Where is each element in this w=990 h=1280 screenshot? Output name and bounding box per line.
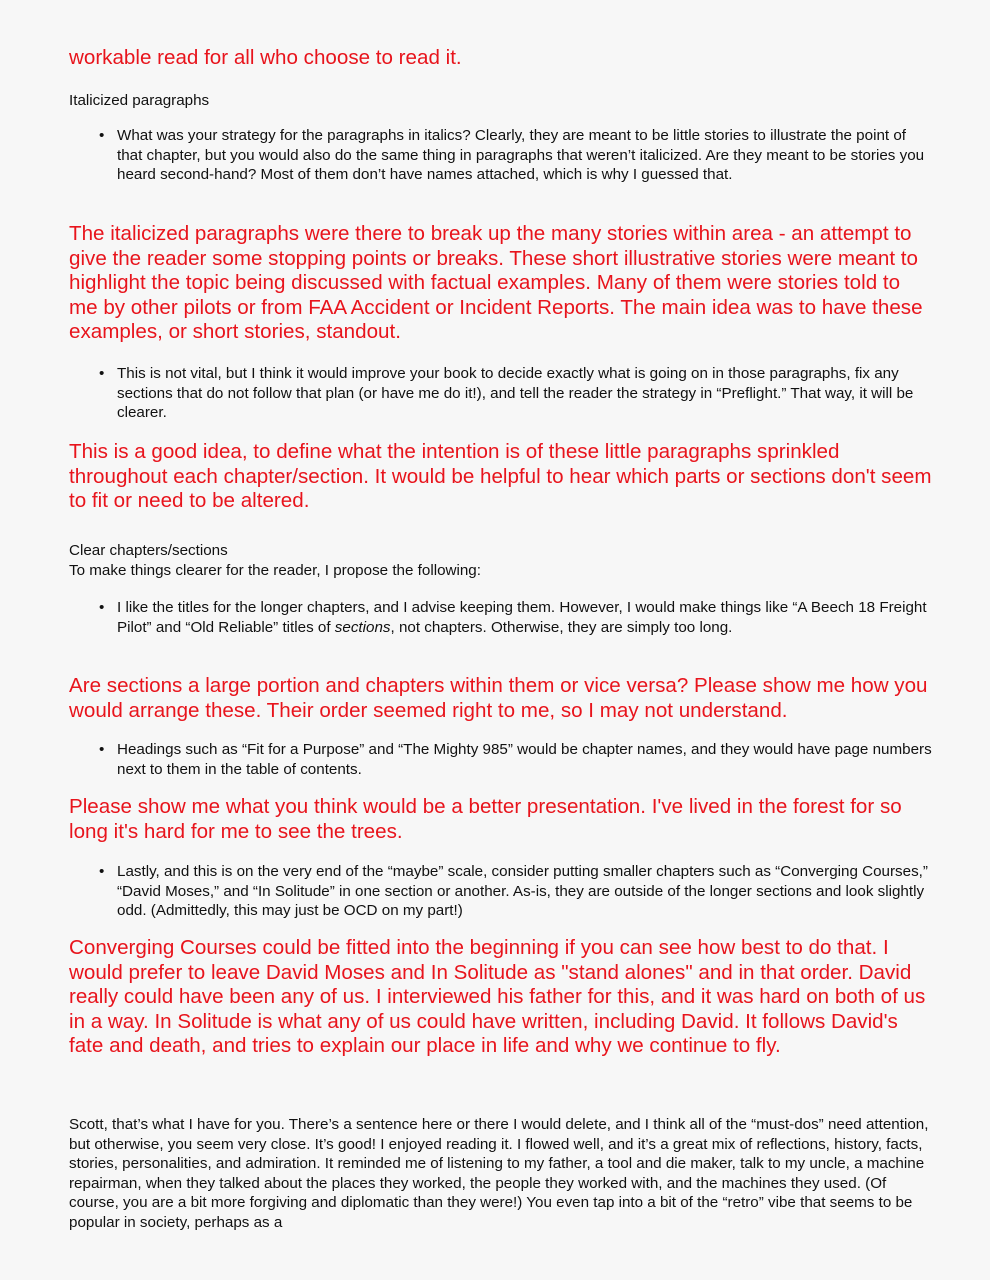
section-heading-clear: Clear chapters/sections (69, 542, 228, 559)
comment-text: This is not vital, but I think it would improve your book to decide exactly what is going on in those paragraphs, fix any sections that do not follow that plan (or have me do it!), and tell the reader the strategy in “Preflight.” That way, it will be clearer. (117, 365, 914, 421)
comment-text: What was your strategy for the paragraphs in italics? Clearly, they are meant to be little stories to illustrate the point of that chapter, but you would also do the same thing in paragraphs that weren’t italicized. Are they meant to be stories you heard second-hand? Most of them don’t have names attached, which is why I guessed that. (117, 127, 925, 183)
bullet-icon: • (99, 599, 105, 616)
comment-bullet-2 (69, 364, 934, 423)
reply-text-5: Converging Courses could be fitted into the beginning if you can see how best to do that. I would prefer to leave David Moses and In Solitude as "stand alones" and in that order. David really could have been any of us. I interviewed his father for this, and it was hard on both of us in a way. In Solitude is what any of us could have written, including David. It follows David's fate and death, and tries to explain our place in life and why we continue to fly. (69, 936, 926, 1058)
closing-paragraph: Scott, that’s what I have for you. There’s a sentence here or there I would delete, and I think all of the “must-dos” need attention, but otherwise, you seem very close. It’s good! I enjoyed reading it. I flowed well, and it’s a great mix of reflections, history, facts, stories, personalities, and admiration. It reminded me of listening to my father, a tool and die maker, talk to my uncle, a machine repairman, when they talked about the places they worked, the people they worked with, and the machines they used. (Of course, you are a bit more forgiving and diplomatic than they were!) You even tap into a bit of the “retro” vibe that seems to be popular in society, perhaps as a (69, 1116, 929, 1231)
section-intro-clear: To make things clearer for the reader, I propose the following: (69, 562, 481, 579)
bullet-icon: • (99, 127, 105, 144)
reply-text-2: This is a good idea, to define what the intention is of these little paragraphs sprinkled throughout each chapter/section. It would be helpful to hear which parts or sections don't seem to fit or need to be altered. (69, 440, 932, 513)
comment-bullet-3 (69, 598, 934, 637)
comment-text: Lastly, and this is on the very end of the “maybe” scale, consider putting smaller chapters such as “Converging Courses,” “David Moses,” and “In Solitude” in one section or another. As-is, they are outside of the longer sections and look slightly odd. (Admittedly, this may just be OCD on my part!) (117, 863, 928, 919)
comment-text-part: , not chapters. Otherwise, they are simply too long. (390, 618, 733, 636)
comment-bullet-5 (69, 862, 934, 921)
reply-text-1: The italicized paragraphs were there to break up the many stories within area - an attempt to give the reader some stopping points or breaks. These short illustrative stories were meant to highlight the topic being discussed with factual examples. Many of them were stories told to me by other pilots or from FAA Accident or Incident Reports. The main idea was to have these examples, or short stories, standout. (69, 222, 923, 344)
reply-text-3: Are sections a large portion and chapters within them or vice versa? Please show me how you would arrange these. Their order seemed right to me, so I may not understand. (69, 674, 928, 722)
comment-text-part: I like the titles for the longer chapters, and I advise keeping them. However, I would make things like “A Beech 18 Freight Pilot” and “Old Reliable” titles of (117, 599, 927, 636)
comment-text (117, 599, 927, 636)
comment-bullet-1 (69, 126, 934, 185)
bullet-icon: • (99, 863, 105, 880)
comment-text-emphasis: sections (334, 618, 391, 636)
reply-text-top: workable read for all who choose to read it. (69, 46, 462, 69)
comment-bullet-4 (69, 740, 934, 779)
bullet-icon: • (99, 741, 105, 758)
bullet-icon: • (99, 365, 105, 382)
section-heading-italicized: Italicized paragraphs (69, 92, 210, 109)
reply-text-4: Please show me what you think would be a better presentation. I've lived in the forest for so long it's hard for me to see the trees. (69, 795, 902, 843)
comment-text: Headings such as “Fit for a Purpose” and “The Mighty 985” would be chapter names, and they would have page numbers next to them in the table of contents. (117, 741, 932, 778)
